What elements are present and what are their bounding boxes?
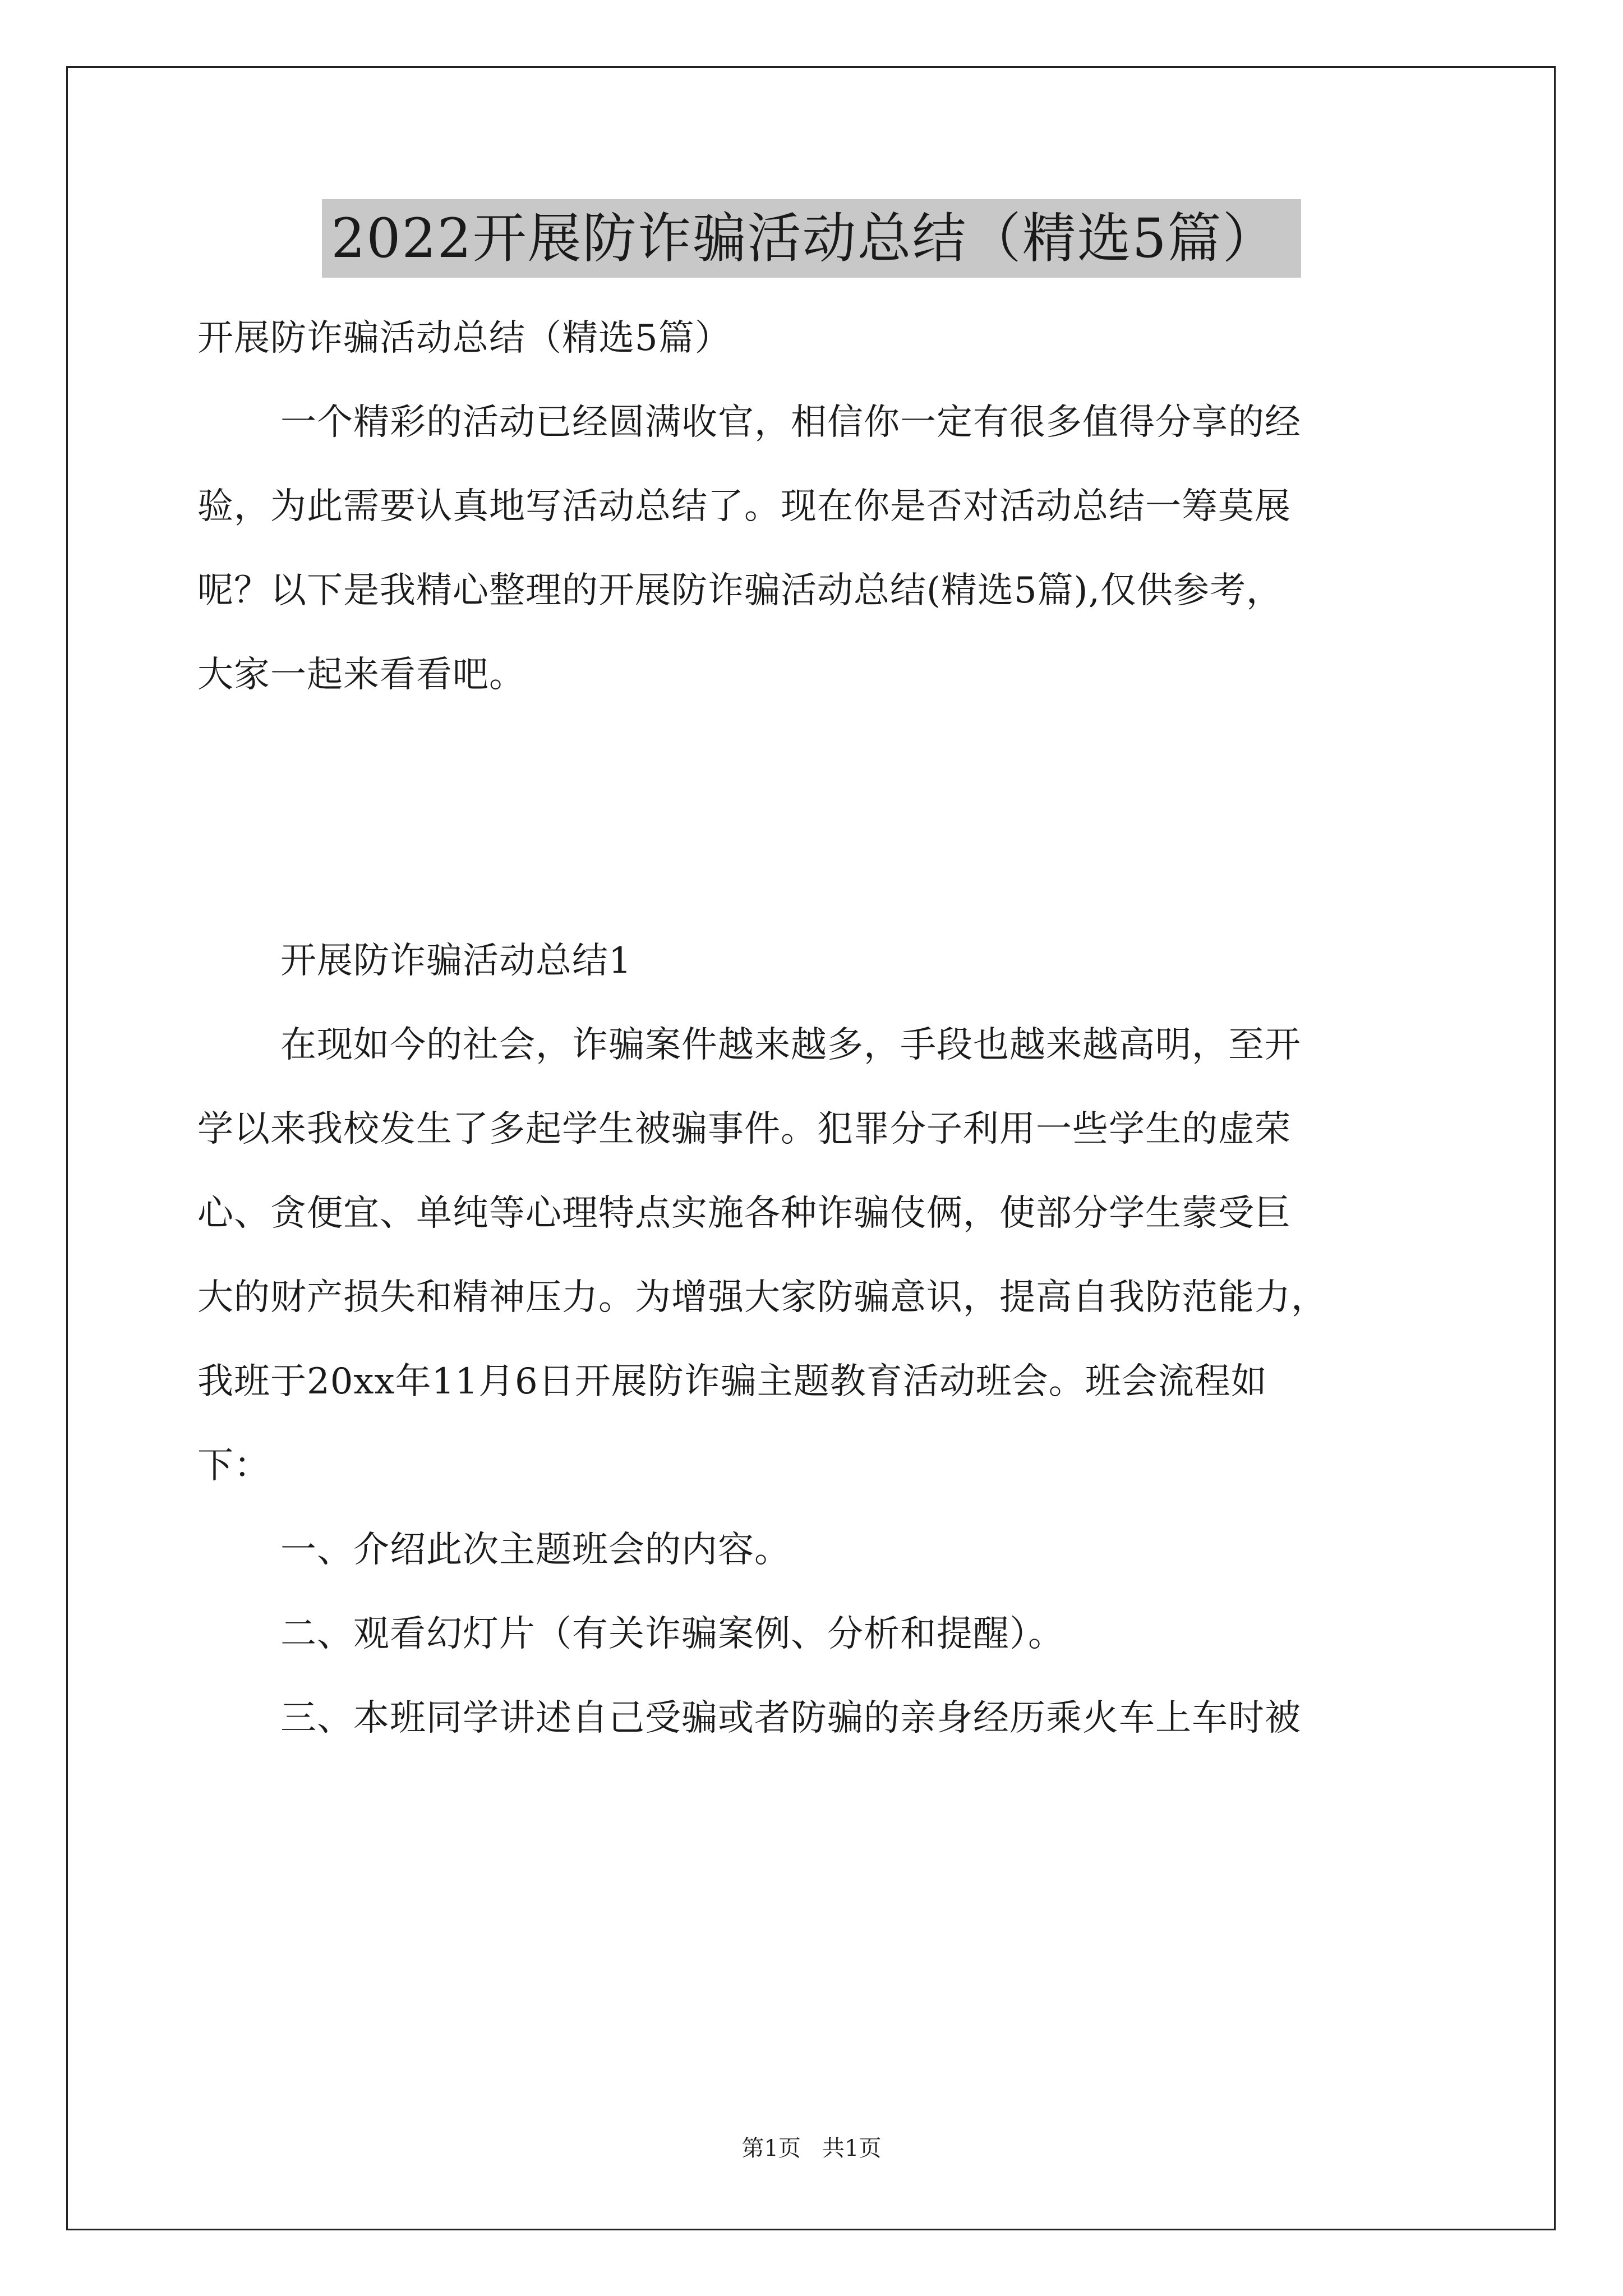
list-item: 二、观看幻灯片（有关诈骗案例、分析和提醒）。 [280,1613,1064,1655]
list-item: 一、介绍此次主题班会的内容。 [280,1529,791,1571]
body-line: 我班于20xx年11月6日开展防诈骗主题教育活动班会。班会流程如 [197,1361,1267,1402]
section-heading: 开展防诈骗活动总结1 [280,940,632,982]
body-line: 在现如今的社会，诈骗案件越来越多，手段也越来越高明，至开 [280,1024,1301,1066]
body-line: 下： [197,1445,270,1487]
page-footer: 第1页 共1页 [741,2136,882,2161]
title-container [0,199,1623,278]
body-line: 大的财产损失和精神压力。为增强大家防骗意识，提高自我防范能力， [197,1277,1327,1318]
intro-line: 验，为此需要认真地写活动总结了。现在你是否对活动总结一筹莫展 [197,486,1291,527]
intro-line: 一个精彩的活动已经圆满收官，相信你一定有很多值得分享的经 [280,402,1301,443]
list-item: 三、本班同学讲述自己受骗或者防骗的亲身经历乘火车上车时被 [280,1697,1301,1739]
body-line: 学以来我校发生了多起学生被骗事件。犯罪分子利用一些学生的虚荣 [197,1108,1291,1150]
body-line: 心、贪便宜、单纯等心理特点实施各种诈骗伎俩，使部分学生蒙受巨 [197,1193,1291,1234]
document-title: 2022开展防诈骗活动总结（精选5篇） [322,199,1301,278]
intro-line: 大家一起来看看吧。 [197,654,525,696]
document-subtitle: 开展防诈骗活动总结（精选5篇） [197,318,731,359]
intro-line: 呢？以下是我精心整理的开展防诈骗活动总结(精选5篇),仅供参考， [197,570,1283,611]
